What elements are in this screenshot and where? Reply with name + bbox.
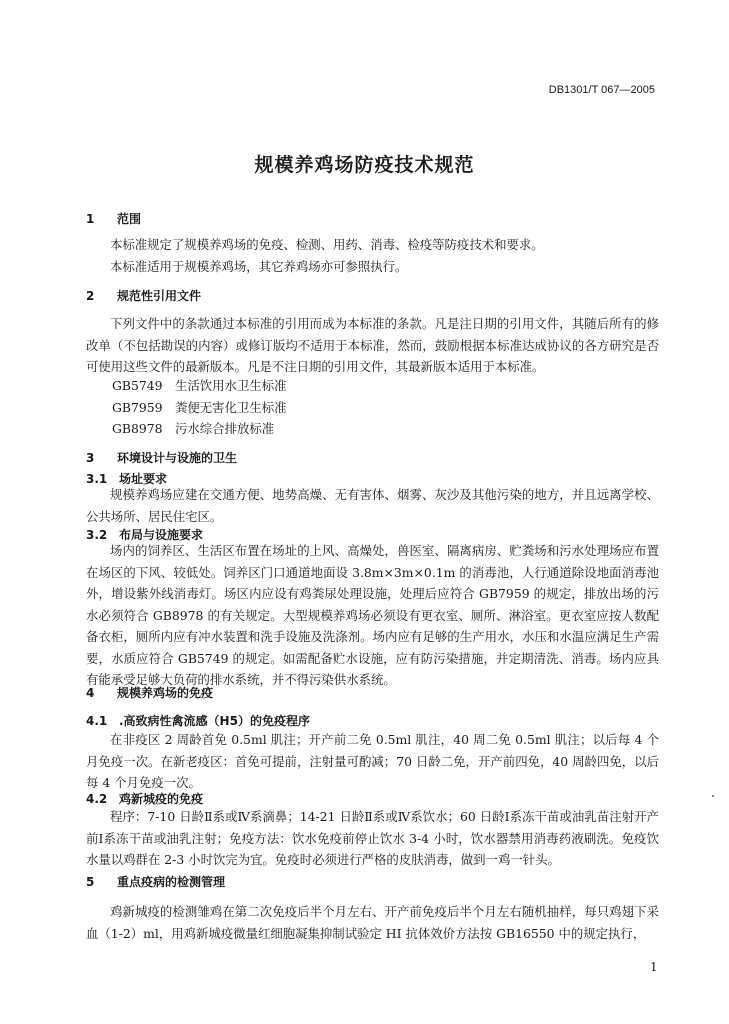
reference-code: GB7959 [112, 400, 163, 415]
subsection-title: 场址要求 [119, 472, 168, 486]
section-title: 规范性引用文件 [117, 289, 202, 303]
section-5-heading [86, 872, 659, 894]
reference-item [86, 397, 685, 419]
subsection-3-1-paragraph: 规模养鸡场应建在交通方便、地势高燥、无有害体、烟雾、灰沙及其他污染的地方，并且远离学校、公共场所、居民住宅区。 [86, 487, 659, 524]
section-number: 2 [86, 289, 95, 303]
section-title: 重点疫病的检测管理 [117, 875, 226, 889]
section-title: 环境设计与设施的卫生 [117, 451, 238, 465]
section-number: 1 [86, 212, 95, 226]
subsection-number: 4.1 [86, 714, 108, 728]
subsection-title: 鸡新城疫的免疫 [119, 792, 204, 806]
section-4-heading [86, 683, 659, 705]
subsection-4-2-paragraph: 程序：7-10 日龄Ⅱ系或Ⅳ系滴鼻；14-21 日龄Ⅱ系或Ⅳ系饮水；60 日龄Ⅰ系冻干苗或油乳苗注射开产前Ⅰ系冻干苗或油乳注射；免疫方法：饮水免疫前停止饮水 3-4 小时，饮水器禁用消毒药液刷洗。免疫饮水量以鸡群在 2-3 小时饮完为宜。免疫时必须进行严格的皮肤消毒，做到一鸡一针头。 [86, 809, 659, 867]
section-2-paragraph-1: 下列文件中的条款通过本标准的引用而成为本标准的条款。凡是注日期的引用文件，其随后所有的修改单（不包括勘误的内容）或修订版均不适用于本标准，然而，鼓励根据本标准达成协议的各方研究是否可使用这些文件的最新版本。凡是不注日期的引用文件，其最新版本适用于本标准。 [86, 316, 659, 374]
reference-code: GB8978 [112, 421, 163, 436]
section-title: 范围 [117, 212, 142, 226]
section-5-paragraph: 鸡新城疫的检测雏鸡在第二次免疫后半个月左右、开产前免疫后半个月左右随机抽样，每只鸡翅下采血（1-2）ml，用鸡新城疫微量红细胞凝集抑制试验定 HI 抗体效价方法按 GB16550 中的规定执行， [86, 904, 659, 941]
section-number: 3 [86, 451, 95, 465]
subsection-title: 布局与设施要求 [119, 528, 204, 542]
section-1-paragraph-2: 本标准适用于规模养鸡场，其它养鸡场亦可参照执行。 [110, 259, 408, 274]
subsection-4-1-paragraph: 在非疫区 2 周龄首免 0.5ml 肌注；开产前二免 0.5ml 肌注，40 周二免 0.5ml 肌注；以后每 4 个月免疫一次。在新老疫区：首免可提前，注射量可酌减；70 日龄二免，开产前四免，40 周龄四免，以后每 4 个月免疫一次。 [86, 732, 659, 790]
reference-name: 粪便无害化卫生标准 [175, 400, 287, 415]
reference-item [86, 418, 685, 440]
document-title: 规模养鸡场防疫技术规范 [254, 154, 475, 176]
reference-item [86, 375, 685, 397]
reference-code: GB5749 [112, 378, 163, 393]
reference-name: 污水综合排放标准 [175, 421, 275, 436]
subsection-number: 3.1 [86, 472, 108, 486]
scan-mark [712, 795, 714, 797]
reference-name: 生活饮用水卫生标准 [175, 378, 287, 393]
section-title: 规模养鸡场的免疫 [117, 686, 214, 700]
subsection-title: .高致病性禽流感（H5）的免疫程序 [119, 714, 310, 728]
subsection-3-2-paragraph: 场内的饲养区、生活区布置在场址的上风、高燥处，兽医室、隔离病房、贮粪场和污水处理场应布置在场区的下风、较低处。饲养区门口通道地面设 3.8m×3m×0.1m 的消毒池，人行通道除设地面消毒池外，增设紫外线消毒灯。场区内应设有鸡粪尿处理设施，处理后应符合 GB7959 的规定，排放出场的污水必须符合 GB8978 的有关规定。大型规模养鸡场必须设有更衣室、厕所、淋浴室。更衣室应按人数配备衣柜，厕所内应有冲水装置和洗手设施及洗涤剂。场内应有足够的生产用水，水压和水温应满足生产需要，水质应符合 GB5749 的规定。如需配备贮水设施，应有防污染措施，并定期清洗、消毒。场内应具有能承受足够大负荷的排水系统，并不得污染供水系统。 [86, 543, 659, 687]
section-1-paragraph-1: 本标准规定了规模养鸡场的免疫、检测、用药、消毒、检疫等防疫技术和要求。 [110, 237, 544, 252]
section-2-heading [86, 286, 659, 308]
document-code: DB1301/T 067—2005 [548, 84, 655, 96]
section-number: 5 [86, 875, 95, 889]
subsection-number: 3.2 [86, 528, 108, 542]
section-3-heading [86, 448, 659, 470]
subsection-number: 4.2 [86, 792, 108, 806]
section-number: 4 [86, 686, 95, 700]
section-1-heading [86, 209, 659, 231]
page-number: 1 [650, 960, 658, 974]
